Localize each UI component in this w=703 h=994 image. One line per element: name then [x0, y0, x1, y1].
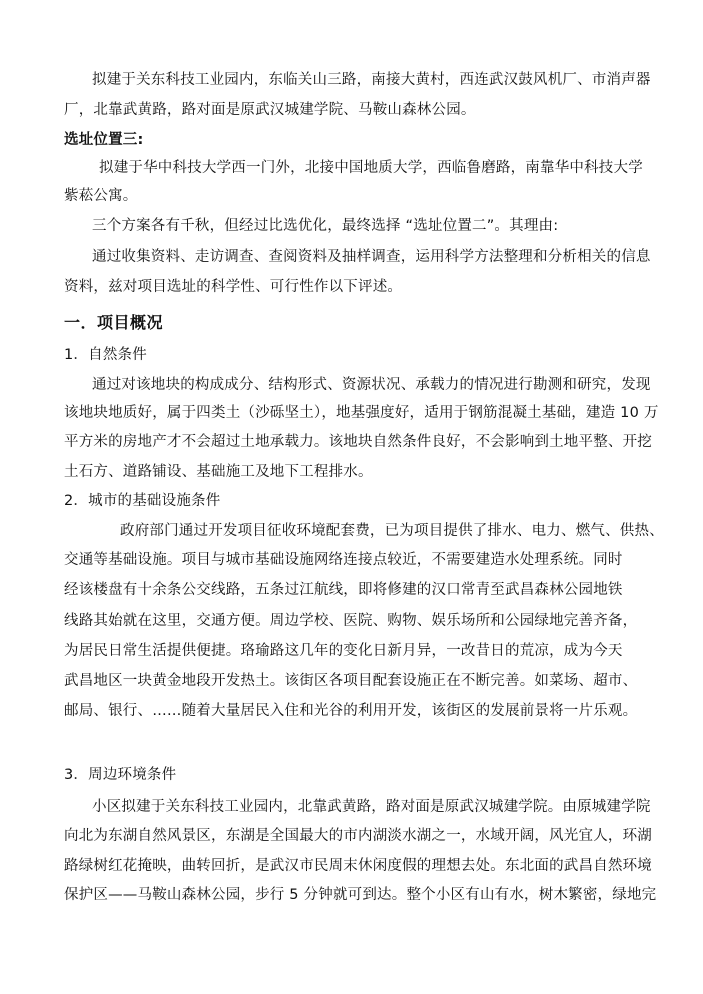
paragraph-line: 通过对该地块的构成成分、结构形式、资源状况、承载力的情况进行勘测和研究，发现	[92, 377, 651, 393]
section-heading: 一．项目概况	[64, 313, 164, 332]
paragraph-line: 线路其始就在这里，交通方便。周边学校、医院、购物、娱乐场所和公园绿地完善齐备，	[64, 613, 638, 629]
paragraph-line: 路绿树红花掩映，曲转回折，是武汉市民周末休闲度假的理想去处。东北面的武昌自然环境	[64, 858, 652, 874]
paragraph-line: 拟建于华中科技大学西一门外，北接中国地质大学，西临鲁磨路，南靠华中科技大学	[99, 160, 643, 176]
paragraph-line: 拟建于关东科技工业园内，东临关山三路，南接大黄村，西连武汉鼓风机厂、市消声器	[92, 72, 651, 88]
paragraph-line: 土石方、道路铺设、基础施工及地下工程排水。	[64, 464, 373, 480]
paragraph-line: 小区拟建于关东科技工业园内，北靠武黄路，路对面是原武汉城建学院。由原城建学院	[92, 799, 651, 815]
site3-heading: 选址位置三:	[64, 132, 144, 148]
paragraph-line: 保护区——马鞍山森林公园，步行 5 分钟就可到达。整个小区有山有水，树木繁密，绿地完	[64, 887, 657, 903]
paragraph-line: 厂，北靠武黄路，路对面是原武汉城建学院、马鞍山森林公园。	[64, 102, 476, 118]
paragraph-line: 通过收集资料、走访调查、查阅资料及抽样调查，运用科学方法整理和分析相关的信息	[92, 249, 651, 265]
paragraph-line: 资料，兹对项目选址的科学性、可行性作以下评述。	[64, 279, 403, 295]
paragraph-line: 向北为东湖自然风景区，东湖是全国最大的市内湖淡水湖之一，水域开阔，风光宜人，环湖	[64, 828, 652, 844]
paragraph-line: 政府部门通过开发项目征收环境配套费，已为项目提供了排水、电力、燃气、供热、	[120, 523, 664, 539]
paragraph-line: 紫菘公寓。	[64, 188, 138, 204]
paragraph-line: 经该楼盘有十余条公交线路，五条过江航线，即将修建的汉口常青至武昌森林公园地铁	[64, 582, 623, 598]
subsection-heading: 3．周边环境条件	[64, 767, 177, 783]
paragraph-line: 平方米的房地产才不会超过土地承载力。该地块自然条件良好，不会影响到土地平整、开挖	[64, 434, 652, 450]
paragraph-line: 为居民日常生活提供便捷。珞瑜路这几年的变化日新月异，一改昔日的荒凉，成为今天	[64, 643, 623, 659]
paragraph-line: 三个方案各有千秋，但经过比选优化，最终选择 “选址位置二”。其理由:	[92, 218, 559, 234]
subsection-heading: 2．城市的基础设施条件	[64, 493, 221, 509]
subsection-heading: 1．自然条件	[64, 347, 147, 363]
paragraph-line: 邮局、银行、……随着大量居民入住和光谷的利用开发，该街区的发展前景将一片乐观。	[64, 703, 638, 719]
paragraph-line: 交通等基础设施。项目与城市基础设施网络连接点较近，不需要建造水处理系统。同时	[64, 552, 623, 568]
paragraph-line: 武昌地区一块黄金地段开发热土。该街区各项目配套设施正在不断完善。如菜场、超市、	[64, 673, 638, 689]
paragraph-line: 该地块地质好，属于四类土（沙砾坚土），地基强度好，适用于钢筋混凝土基础，建造 10 万	[64, 405, 659, 421]
